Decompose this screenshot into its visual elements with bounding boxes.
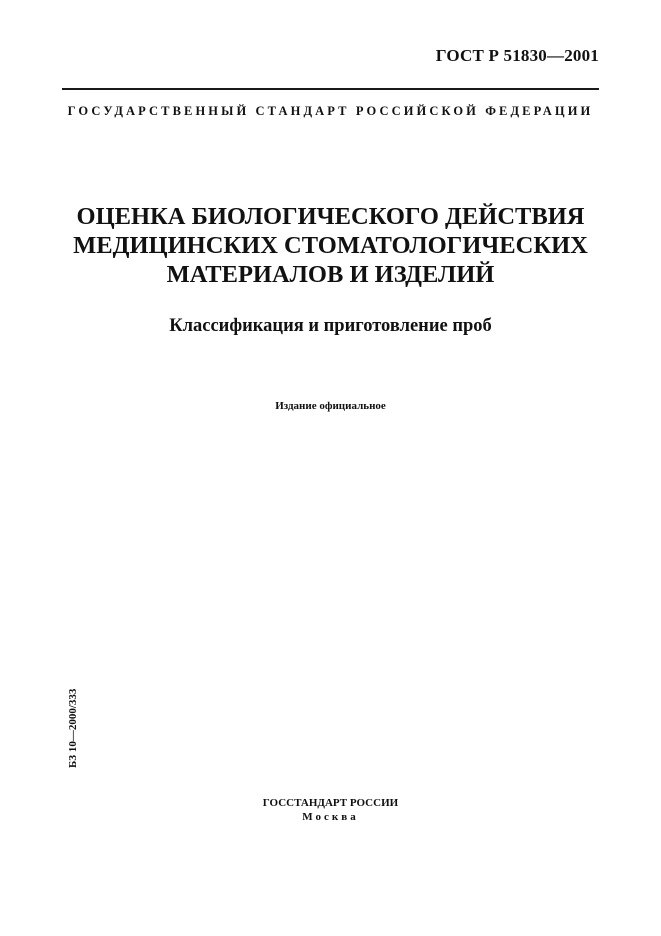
publisher-block [0, 796, 661, 824]
document-subtitle: Классификация и приготовление проб [169, 316, 492, 336]
header-rule [62, 88, 599, 90]
standard-header: ГОСУДАРСТВЕННЫЙ СТАНДАРТ РОССИЙСКОЙ ФЕДЕРАЦИИ [67, 104, 594, 118]
title-line: МАТЕРИАЛОВ И ИЗДЕЛИЙ [166, 261, 495, 288]
edition-label: Издание официальное [275, 400, 386, 412]
title-line: МЕДИЦИНСКИХ СТОМАТОЛОГИЧЕСКИХ [73, 232, 588, 259]
side-catalog-code: БЗ 10—2000/333 [67, 688, 79, 768]
document-title [0, 202, 661, 289]
title-line: ОЦЕНКА БИОЛОГИЧЕСКОГО ДЕЙСТВИЯ [76, 203, 585, 230]
publisher-name: ГОССТАНДАРТ РОССИИ [262, 797, 399, 809]
document-code: ГОСТ Р 51830—2001 [435, 46, 599, 65]
publisher-city: Москва [302, 811, 359, 823]
